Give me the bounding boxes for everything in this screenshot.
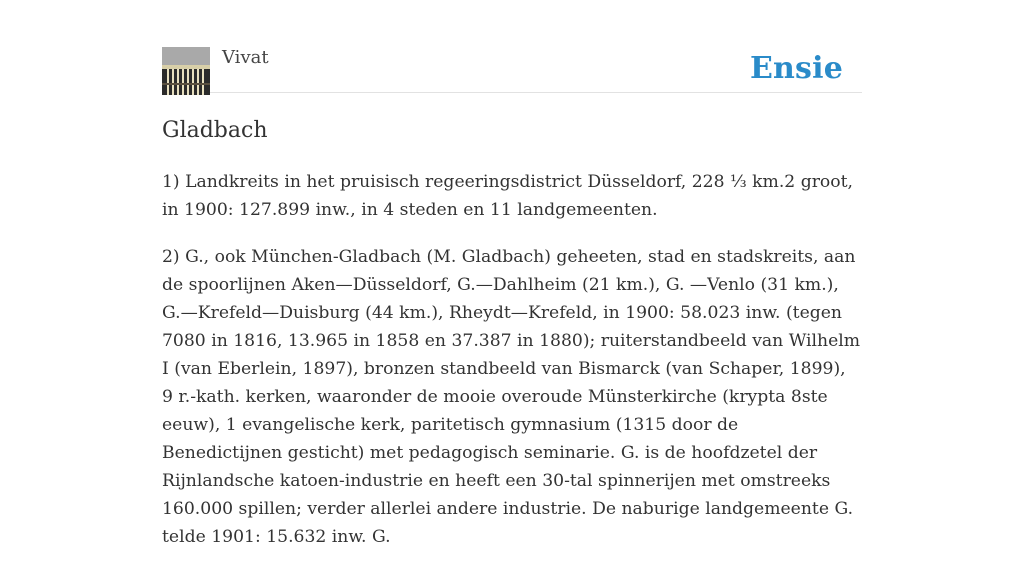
article-body <box>162 168 862 570</box>
page-title: Gladbach <box>162 118 268 143</box>
article-page <box>162 0 862 547</box>
building-columns-avatar-icon[interactable] <box>162 47 210 95</box>
article-header <box>162 0 862 93</box>
definition-paragraph-2: 2) G., ook München-Gladbach (M. Gladbach) geheeten, stad en stadskreits, aan de spoorlijnen Aken—Düsseldorf, G.—Dahlheim (21 km.), G. —Venlo (31 km.), G.—Krefeld—Duisburg (44 km.), Rheydt—Krefeld, in 1900: 58.023 inw. (tegen 7080 in 1816, 13.965 in 1858 en 37.387 in 1880); ruiterstandbeeld van Wilhelm I (van Eberlein, 1897), bronzen standbeeld van Bismarck (van Schaper, 1899), 9 r.-kath. kerken, waaronder de mooie overoude Münsterkirche (krypta 8ste eeuw), 1 evangelische kerk, paritetisch gymnasium (1315 door de Benedictijnen gesticht) met pedagogisch seminarie. G. is de hoofdzetel der Rijnlandsche katoen-industrie en heeft een 30-tal spinnerijen met omstreeks 160.000 spillen; verder allerlei andere industrie. De naburige landgemeente G. telde 1901: 15.632 inw. G. <box>162 247 861 547</box>
definition-paragraph-1: 1) Landkreits in het pruisisch regeeringsdistrict Düsseldorf, 228 ⅓ km.2 groot, in 1900: 127.899 inw., in 4 steden en 11 landgemeenten. <box>162 172 853 220</box>
avatar-image <box>162 47 210 95</box>
ensie-logo[interactable]: Ensie <box>749 51 843 86</box>
publisher-name[interactable]: Vivat <box>222 47 269 68</box>
